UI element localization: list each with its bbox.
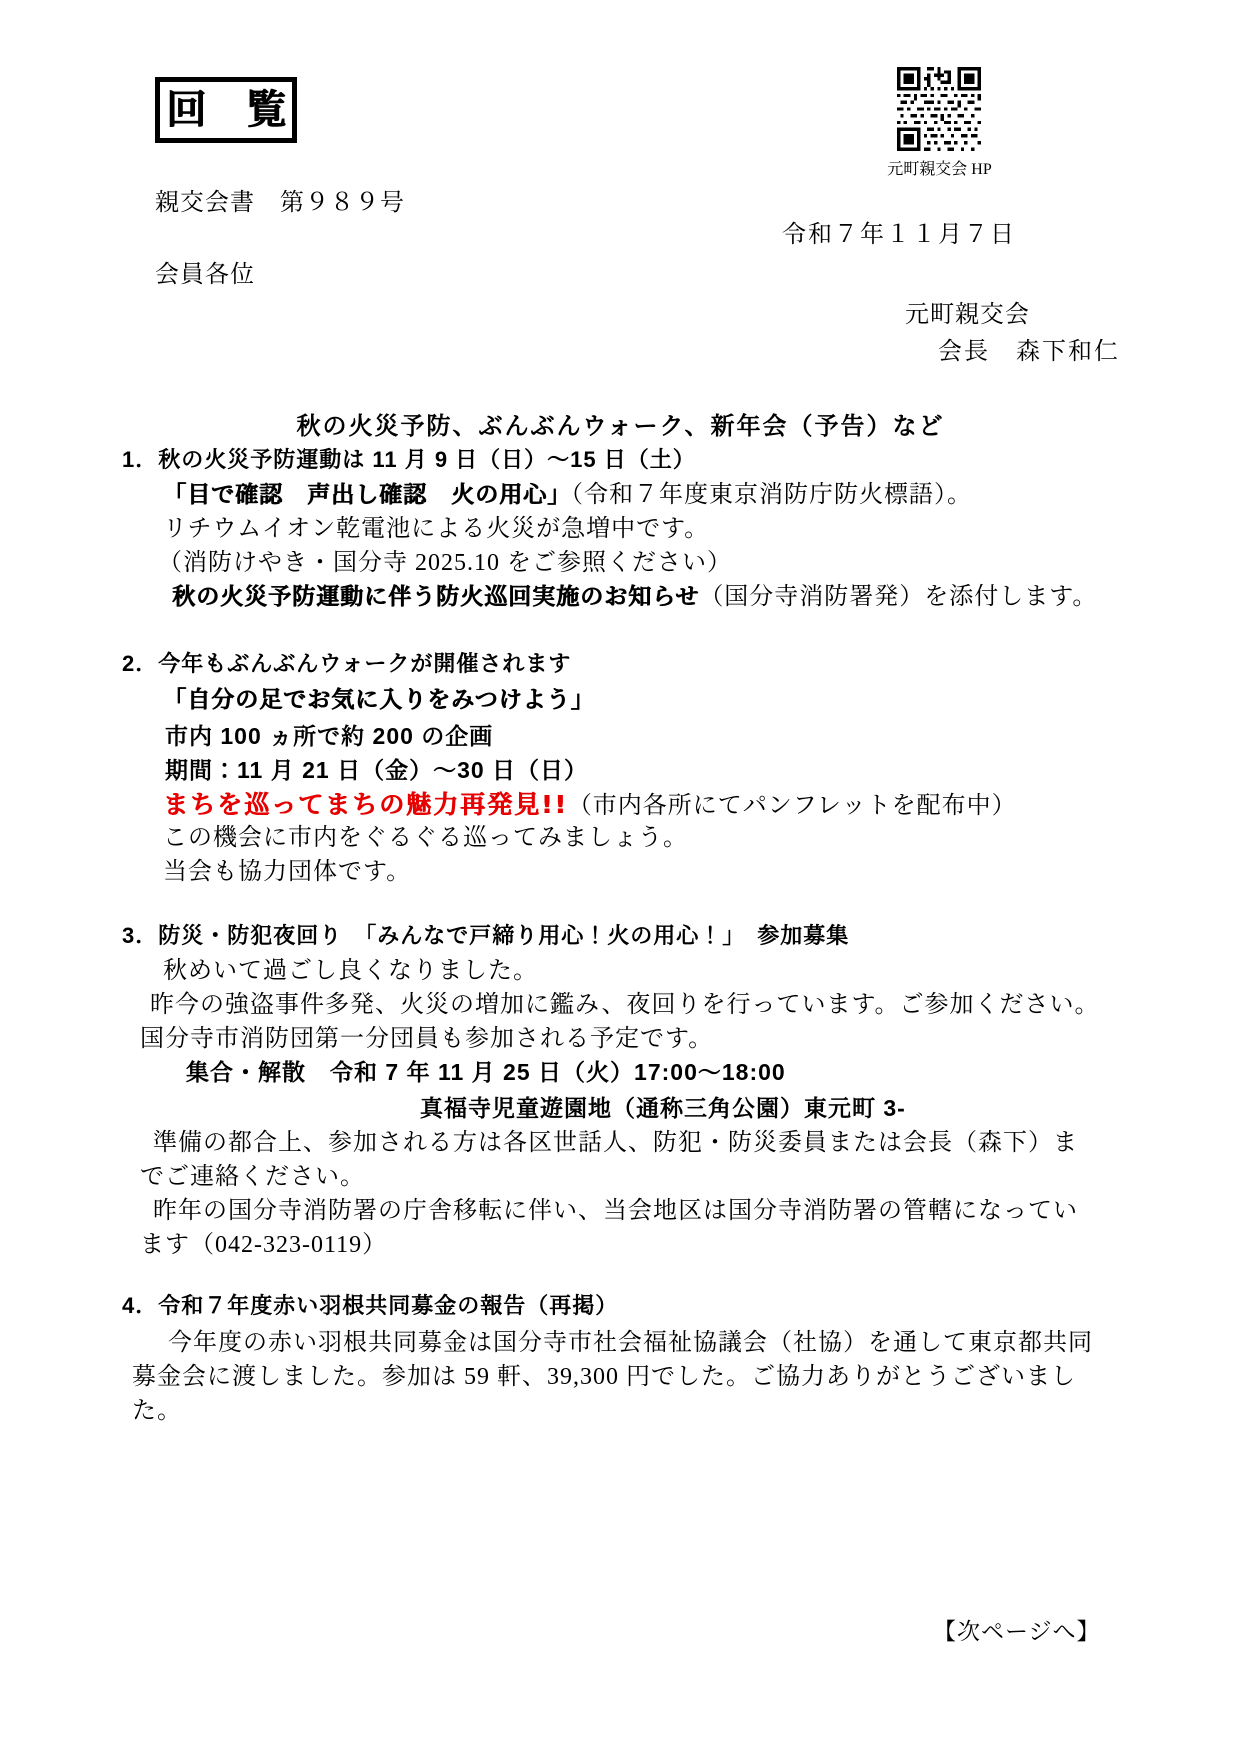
section1-notice-line [172, 582, 1097, 612]
section3-station-line2: ます（042-323-0119） [140, 1232, 388, 1258]
section4-report-line3: た。 [132, 1398, 182, 1424]
section3-station-line1: 昨年の国分寺消防署の庁舎移転に伴い、当会地区は国分寺消防署の管轄になってい [153, 1198, 1078, 1224]
qr-code-icon [897, 67, 981, 151]
section3-contact-line2: でご連絡ください。 [140, 1164, 365, 1190]
recipient: 会員各位 [155, 262, 255, 288]
issue-date: 令和７年１１月７日 [782, 222, 1016, 248]
section3-brigade-line: 国分寺市消防団第一分団員も参加される予定です。 [140, 1026, 714, 1052]
section4-heading: 4．令和７年度赤い羽根共同募金の報告（再掲） [122, 1293, 619, 1318]
section1-battery-line: リチウムイオン乾電池による火災が急増中です。 [163, 516, 710, 542]
section3-autumn-line: 秋めいて過ごし良くなりました。 [163, 958, 538, 984]
section2-support-line: 当会も協力団体です。 [163, 859, 412, 885]
president-name: 会長 森下和仁 [938, 339, 1120, 365]
circulation-stamp [155, 77, 297, 143]
section2-heading: 2．今年もぶんぶんウォークが開催されます [122, 651, 572, 676]
fire-slogan-note: （令和７年度東京消防庁防火標語）。 [571, 482, 972, 508]
meeting-place-line: 真福寺児童遊園地（通称三角公園）東元町 3- [420, 1095, 906, 1121]
rediscover-red-text: まちを巡ってまちの魅力再発見!! [163, 790, 568, 819]
qr-code-caption: 元町親交会 HP [887, 161, 992, 178]
section1-reference-line: （消防けやき・国分寺 2025.10 をご参照ください） [158, 550, 732, 576]
circulation-stamp-label: 回 覧 [166, 87, 286, 133]
section4-report-line1: 今年度の赤い羽根共同募金は国分寺市社会福祉協議会（社協）を通して東京都共同 [168, 1330, 1093, 1356]
section3-crime-line: 昨今の強盗事件多発、火災の増加に鑑み、夜回りを行っています。ご参加ください。 [150, 992, 1100, 1018]
section4-report-line2: 募金会に渡しました。参加は 59 軒、39,300 円でした。ご協力ありがとうございまし [132, 1364, 1076, 1390]
meeting-time-line: 集合・解散 令和 7 年 11 月 25 日（火）17:00～18:00 [186, 1059, 786, 1085]
patrol-notice-bold: 秋の火災予防運動に伴う防火巡回実施のお知らせ [172, 584, 700, 610]
section1-heading: 1．秋の火災予防運動は 11 月 9 日（日）～15 日（土） [122, 447, 696, 472]
section3-contact-line1: 準備の都合上、参加される方は各区世話人、防犯・防災委員または会長（森下）ま [153, 1130, 1078, 1156]
page-title: 秋の火災予防、ぶんぶんウォーク、新年会（予告）など [296, 413, 945, 440]
fire-slogan-bold: 「目で確認 声出し確認 火の用心」 [163, 482, 571, 508]
organization-name: 元町親交会 [905, 302, 1030, 328]
section2-period-line: 期間：11 月 21 日（金）～30 日（日） [165, 757, 589, 783]
patrol-notice-rest: （国分寺消防署発）を添付します。 [699, 584, 1098, 610]
next-page-note: 【次ページへ】 [933, 1619, 1101, 1644]
walk-slogan-bold: 「自分の足でお気に入りをみつけよう」 [163, 687, 595, 713]
section2-tour-line: この機会に市内をぐるぐる巡ってみましょう。 [163, 825, 688, 851]
section3-heading: 3．防災・防犯夜回り 「みんなで戸締り用心！火の用心！」 参加募集 [122, 923, 850, 948]
section2-plan-line: 市内 100 ヵ所で約 200 の企画 [165, 723, 494, 749]
section1-slogan-line [163, 480, 972, 510]
rediscover-note: （市内各所にてパンフレットを配布中） [567, 793, 1017, 819]
doc-number: 親交会書 第９８９号 [155, 190, 405, 216]
section2-highlight-line [163, 789, 1017, 821]
